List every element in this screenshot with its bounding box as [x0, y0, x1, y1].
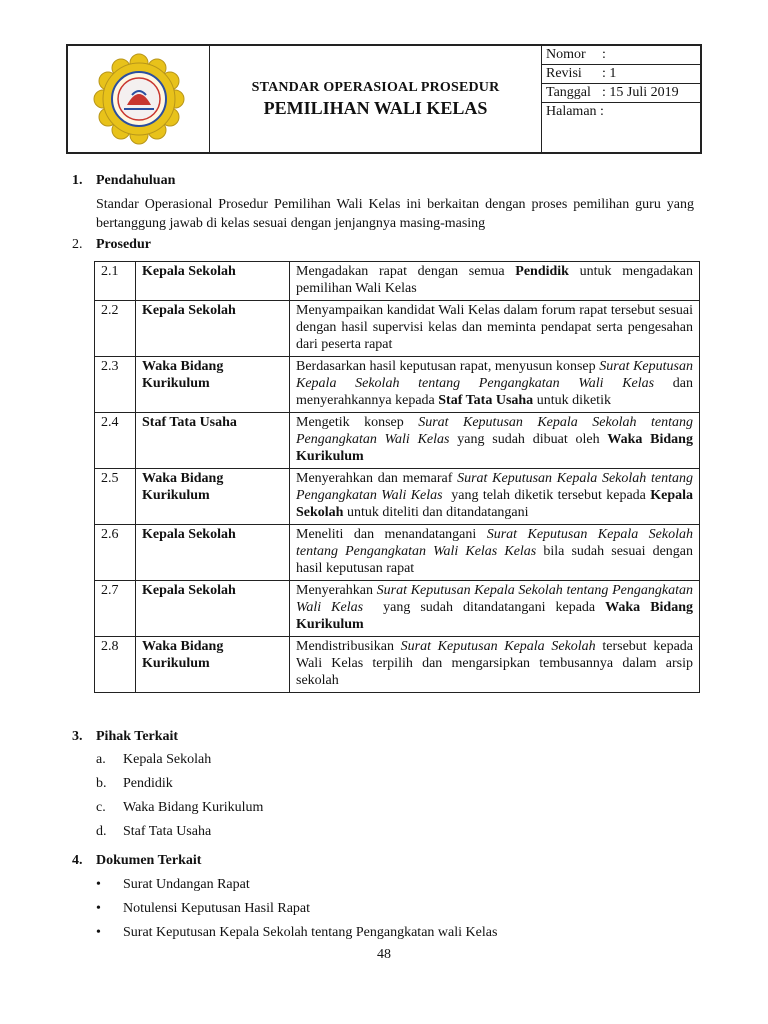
- section-dokumen-heading: 4. Dokumen Terkait: [72, 853, 202, 868]
- description-segment: Mengadakan rapat dengan semua: [296, 264, 516, 279]
- list-item: • Notulensi Keputusan Hasil Rapat: [96, 901, 311, 916]
- description-segment: Surat Keputusan Kepala Sekolah tentang Pengangkatan Wali Kelas: [296, 415, 697, 447]
- list-item: b. Pendidik: [96, 776, 173, 791]
- step-number: 2.4: [95, 413, 136, 469]
- description-segment: Waka Bidang Kurikulum: [296, 600, 697, 632]
- step-description: [290, 581, 700, 637]
- section-pendahuluan-text: Standar Operasional Prosedur Pemilihan Wali Kelas ini berkaitan dengan proses pemilihan guru yang bertanggung jawab di kelas sesuai dengan jenjangnya masing-masing: [96, 197, 694, 231]
- list-item: a. Kepala Sekolah: [96, 752, 212, 767]
- table-row: [95, 469, 700, 525]
- step-actor: Waka Bidang Kurikulum: [136, 357, 290, 413]
- description-segment: Surat Keputusan Kepala Sekolah: [400, 639, 596, 654]
- page-number: 48: [377, 947, 391, 962]
- section-pendahuluan-heading: 1. Pendahuluan: [72, 173, 176, 188]
- step-actor: Kepala Sekolah: [136, 301, 290, 357]
- description-segment: Surat Keputusan Kepala Sekolah tentang Pengangkatan Wali Kelas: [296, 359, 697, 391]
- table-row: [95, 581, 700, 637]
- step-description: [290, 637, 700, 693]
- meta-revisi: Revisi : 1: [542, 65, 700, 84]
- step-description: [290, 469, 700, 525]
- description-segment: Surat Keputusan Kepala Sekolah tentang Pengangkatan Wali Kelas: [296, 583, 697, 615]
- description-segment: Mendistribusikan: [296, 639, 401, 654]
- description-segment: untuk diteliti dan ditandatangani: [343, 505, 529, 520]
- description-segment: dan menyerahkannya kepada: [296, 376, 697, 408]
- step-description: [290, 262, 700, 301]
- description-segment: Pendidik: [515, 264, 569, 279]
- step-number: 2.1: [95, 262, 136, 301]
- document-title: PEMILIHAN WALI KELAS: [263, 97, 488, 118]
- step-number: 2.3: [95, 357, 136, 413]
- description-segment: Berdasarkan hasil keputusan rapat, menyusun konsep: [296, 359, 600, 374]
- step-actor: Waka Bidang Kurikulum: [136, 637, 290, 693]
- step-number: 2.7: [95, 581, 136, 637]
- meta-tanggal: Tanggal : 15 Juli 2019: [542, 84, 700, 103]
- description-segment: Staf Tata Usaha: [438, 393, 534, 408]
- description-segment: Menyerahkan dan memaraf: [296, 471, 458, 486]
- section-prosedur-heading: 2. Prosedur: [72, 237, 151, 252]
- table-row: [95, 301, 700, 357]
- list-item: • Surat Keputusan Kepala Sekolah tentang Pengangkatan wali Kelas: [96, 925, 498, 940]
- section-pihak-heading: 3. Pihak Terkait: [72, 729, 179, 744]
- description-segment: Menyampaikan kandidat Wali Kelas dalam forum rapat tersebut sesuai dengan hasil supervisi kelas dan meminta pendapat serta pengesahan dari peserta rapat: [296, 303, 697, 352]
- description-segment: Surat Keputusan Kepala Sekolah tentang Pengangkatan Wali Kelas Kelas: [296, 527, 697, 559]
- list-item: c. Waka Bidang Kurikulum: [96, 800, 264, 815]
- step-description: [290, 301, 700, 357]
- description-segment: untuk mengadakan pemilihan Wali Kelas: [296, 264, 697, 296]
- description-segment: Kepala Sekolah: [296, 488, 697, 520]
- step-description: [290, 357, 700, 413]
- meta-halaman: Halaman :: [546, 104, 604, 119]
- document-header: [66, 44, 702, 154]
- procedure-table: [94, 261, 700, 693]
- table-row: [95, 262, 700, 301]
- step-number: 2.6: [95, 525, 136, 581]
- step-actor: Kepala Sekolah: [136, 525, 290, 581]
- description-segment: bila sudah sesuai dengan hasil keputusan rapat: [296, 544, 697, 576]
- description-segment: Mengetik konsep: [296, 415, 419, 430]
- school-logo-icon: [91, 53, 187, 145]
- meta-cell: [542, 46, 700, 152]
- table-row: [95, 357, 700, 413]
- step-actor: Staf Tata Usaha: [136, 413, 290, 469]
- description-segment: yang sudah dibuat oleh: [449, 432, 608, 447]
- description-segment: Surat Keputusan Kepala Sekolah tentang Pengangkatan Wali Kelas: [296, 471, 697, 503]
- description-segment: Meneliti dan menandatangani: [296, 527, 487, 542]
- step-description: [290, 413, 700, 469]
- table-row: [95, 413, 700, 469]
- description-segment: yang sudah ditandatangani kepada: [363, 600, 606, 615]
- document-subtitle: STANDAR OPERASIOAL PROSEDUR: [251, 79, 500, 95]
- step-number: 2.5: [95, 469, 136, 525]
- list-item: d. Staf Tata Usaha: [96, 824, 212, 839]
- step-actor: Waka Bidang Kurikulum: [136, 469, 290, 525]
- title-cell: [210, 46, 542, 152]
- description-segment: untuk diketik: [533, 393, 611, 408]
- meta-nomor: Nomor :: [542, 46, 700, 65]
- step-actor: Kepala Sekolah: [136, 262, 290, 301]
- description-segment: tersebut kepada Wali Kelas terpilih dan mengarsipkan tembusannya dalam arsip sekolah: [296, 639, 697, 688]
- table-row: [95, 525, 700, 581]
- table-row: [95, 637, 700, 693]
- step-actor: Kepala Sekolah: [136, 581, 290, 637]
- logo-cell: [68, 46, 210, 152]
- step-description: [290, 525, 700, 581]
- description-segment: Menyerahkan: [296, 583, 377, 598]
- list-item: • Surat Undangan Rapat: [96, 877, 250, 892]
- step-number: 2.2: [95, 301, 136, 357]
- description-segment: Waka Bidang Kurikulum: [296, 432, 697, 464]
- description-segment: yang telah diketik tersebut kepada: [442, 488, 651, 503]
- step-number: 2.8: [95, 637, 136, 693]
